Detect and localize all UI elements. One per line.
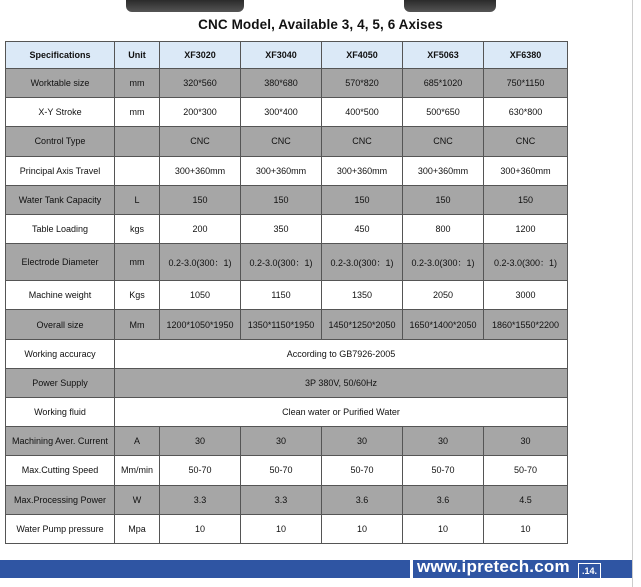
column-header: XF4050 bbox=[322, 42, 403, 69]
spec-label: Machine weight bbox=[6, 281, 115, 310]
spec-value: 4.5 bbox=[484, 485, 568, 514]
spec-value: 500*650 bbox=[403, 98, 484, 127]
spec-value: 0.2-3.0(300：1) bbox=[322, 244, 403, 281]
spec-unit: mm bbox=[115, 244, 160, 281]
column-header: XF3040 bbox=[241, 42, 322, 69]
table-row bbox=[6, 456, 568, 485]
column-header: XF3020 bbox=[160, 42, 241, 69]
table-row bbox=[6, 98, 568, 127]
table-row bbox=[6, 69, 568, 98]
spec-value: CNC bbox=[241, 127, 322, 156]
spec-value: 150 bbox=[160, 185, 241, 214]
spec-value: 300+360mm bbox=[160, 156, 241, 185]
table-row bbox=[6, 310, 568, 339]
spec-value: 0.2-3.0(300：1) bbox=[241, 244, 322, 281]
spec-unit bbox=[115, 127, 160, 156]
spec-value: 30 bbox=[241, 427, 322, 456]
spec-value: 3.3 bbox=[160, 485, 241, 514]
spec-value: 570*820 bbox=[322, 69, 403, 98]
spec-value: 150 bbox=[241, 185, 322, 214]
spec-value: 30 bbox=[484, 427, 568, 456]
spec-value: 3000 bbox=[484, 281, 568, 310]
spec-value: 10 bbox=[322, 514, 403, 543]
spec-label: Machining Aver. Current bbox=[6, 427, 115, 456]
table-row bbox=[6, 485, 568, 514]
spec-value: 50-70 bbox=[322, 456, 403, 485]
spec-label: Water Pump pressure bbox=[6, 514, 115, 543]
table-row bbox=[6, 214, 568, 243]
spec-label: Max.Processing Power bbox=[6, 485, 115, 514]
spec-value: CNC bbox=[322, 127, 403, 156]
spec-value: 30 bbox=[322, 427, 403, 456]
spec-value: 150 bbox=[484, 185, 568, 214]
column-header: Unit bbox=[115, 42, 160, 69]
spec-unit: mm bbox=[115, 69, 160, 98]
spec-value: 300*400 bbox=[241, 98, 322, 127]
spec-value: 380*680 bbox=[241, 69, 322, 98]
spec-unit: A bbox=[115, 427, 160, 456]
spec-value: 750*1150 bbox=[484, 69, 568, 98]
spec-value: 3.3 bbox=[241, 485, 322, 514]
spec-label: Max.Cutting Speed bbox=[6, 456, 115, 485]
spec-label: Power Supply bbox=[6, 368, 115, 397]
spec-label: Working accuracy bbox=[6, 339, 115, 368]
spec-value: 10 bbox=[403, 514, 484, 543]
machine-image-right bbox=[404, 0, 496, 12]
table-row bbox=[6, 427, 568, 456]
table-header-row bbox=[6, 42, 568, 69]
spec-value: 1450*1250*2050 bbox=[322, 310, 403, 339]
spec-label: Table Loading bbox=[6, 214, 115, 243]
spec-label: Principal Axis Travel bbox=[6, 156, 115, 185]
spec-value: 10 bbox=[160, 514, 241, 543]
spec-value: CNC bbox=[484, 127, 568, 156]
spec-value: 450 bbox=[322, 214, 403, 243]
spec-value: 685*1020 bbox=[403, 69, 484, 98]
spec-unit: kgs bbox=[115, 214, 160, 243]
spec-merged-value: According to GB7926-2005 bbox=[115, 339, 568, 368]
spec-value: CNC bbox=[403, 127, 484, 156]
spec-value: 1200*1050*1950 bbox=[160, 310, 241, 339]
spec-label: Control Type bbox=[6, 127, 115, 156]
table-row bbox=[6, 398, 568, 427]
spec-label: Overall size bbox=[6, 310, 115, 339]
table-row bbox=[6, 185, 568, 214]
column-header: Specifications bbox=[6, 42, 115, 69]
spec-unit: Mm/min bbox=[115, 456, 160, 485]
spec-unit: mm bbox=[115, 98, 160, 127]
spec-value: 2050 bbox=[403, 281, 484, 310]
page-title: CNC Model, Available 3, 4, 5, 6 Axises bbox=[198, 17, 443, 32]
spec-label: X-Y Stroke bbox=[6, 98, 115, 127]
website-link[interactable]: www.ipretech.com bbox=[417, 557, 570, 576]
spec-value: 50-70 bbox=[484, 456, 568, 485]
spec-value: 0.2-3.0(300：1) bbox=[484, 244, 568, 281]
spec-unit: Mpa bbox=[115, 514, 160, 543]
spec-value: 150 bbox=[403, 185, 484, 214]
machine-image-left bbox=[126, 0, 244, 12]
column-header: XF5063 bbox=[403, 42, 484, 69]
spec-value: 1860*1550*2200 bbox=[484, 310, 568, 339]
spec-value: 50-70 bbox=[241, 456, 322, 485]
spec-value: 300+360mm bbox=[241, 156, 322, 185]
table-row bbox=[6, 514, 568, 543]
spec-unit: Mm bbox=[115, 310, 160, 339]
spec-value: 30 bbox=[160, 427, 241, 456]
table-row bbox=[6, 281, 568, 310]
spec-value: 1650*1400*2050 bbox=[403, 310, 484, 339]
spec-value: 1050 bbox=[160, 281, 241, 310]
spec-value: 300+360mm bbox=[322, 156, 403, 185]
spec-value: 50-70 bbox=[403, 456, 484, 485]
spec-value: 10 bbox=[241, 514, 322, 543]
spec-merged-value: 3P 380V, 50/60Hz bbox=[115, 368, 568, 397]
spec-label: Worktable size bbox=[6, 69, 115, 98]
spec-label: Water Tank Capacity bbox=[6, 185, 115, 214]
spec-value: 1350 bbox=[322, 281, 403, 310]
spec-value: 350 bbox=[241, 214, 322, 243]
spec-value: 0.2-3.0(300：1) bbox=[160, 244, 241, 281]
table-row bbox=[6, 244, 568, 281]
table-row bbox=[6, 339, 568, 368]
spec-value: 10 bbox=[484, 514, 568, 543]
column-header: XF6380 bbox=[484, 42, 568, 69]
page-number: .14. bbox=[578, 563, 601, 579]
spec-value: 200*300 bbox=[160, 98, 241, 127]
spec-value: 800 bbox=[403, 214, 484, 243]
spec-value: 400*500 bbox=[322, 98, 403, 127]
spec-value: 50-70 bbox=[160, 456, 241, 485]
spec-unit: L bbox=[115, 185, 160, 214]
spec-value: 1350*1150*1950 bbox=[241, 310, 322, 339]
spec-value: 1200 bbox=[484, 214, 568, 243]
spec-unit: W bbox=[115, 485, 160, 514]
spec-label: Working fluid bbox=[6, 398, 115, 427]
spec-value: 320*560 bbox=[160, 69, 241, 98]
spec-table bbox=[5, 41, 568, 544]
spec-value: 300+360mm bbox=[484, 156, 568, 185]
spec-unit bbox=[115, 156, 160, 185]
table-row bbox=[6, 127, 568, 156]
page-edge bbox=[632, 0, 641, 587]
spec-value: 0.2-3.0(300：1) bbox=[403, 244, 484, 281]
spec-label: Electrode Diameter bbox=[6, 244, 115, 281]
table-row bbox=[6, 368, 568, 397]
spec-value: 630*800 bbox=[484, 98, 568, 127]
spec-value: 1150 bbox=[241, 281, 322, 310]
spec-value: CNC bbox=[160, 127, 241, 156]
spec-value: 300+360mm bbox=[403, 156, 484, 185]
spec-value: 3.6 bbox=[322, 485, 403, 514]
spec-merged-value: Clean water or Purified Water bbox=[115, 398, 568, 427]
spec-value: 200 bbox=[160, 214, 241, 243]
spec-unit: Kgs bbox=[115, 281, 160, 310]
spec-value: 3.6 bbox=[403, 485, 484, 514]
spec-value: 30 bbox=[403, 427, 484, 456]
spec-value: 150 bbox=[322, 185, 403, 214]
table-row bbox=[6, 156, 568, 185]
